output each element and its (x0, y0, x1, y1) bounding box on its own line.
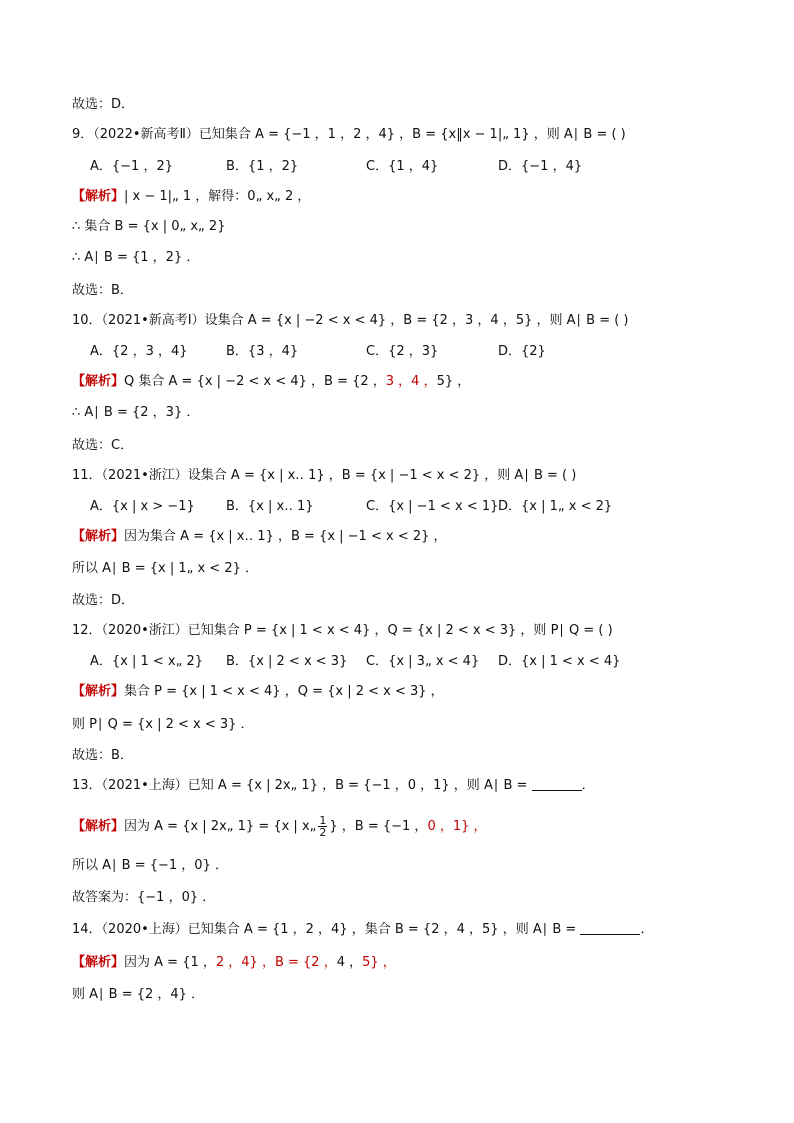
fraction-numerator: 1 (319, 814, 327, 827)
option-c: C．{x | 3„ x < 4} (366, 654, 480, 669)
solution-text: 因为集合 A = {x | x‥ 1} ，B = {x | −1 < x < 2} ， (124, 529, 447, 544)
solution-text: | x − 1|„ 1 ，解得：0„ x„ 2 ， (124, 189, 311, 204)
solution-text: 集合 P = {x | 1 < x < 4} ，Q = {x | 2 < x < 3} ， (124, 684, 444, 699)
solution-13-line-2: 所以 A∣ B = {−1 ，0} ． (72, 858, 228, 873)
option-b: B．{1 ，2} (226, 159, 299, 174)
analysis-tag: 【解析】 (72, 684, 125, 699)
answer-line-12: 故选：B． (72, 748, 133, 763)
solution-11-line-2: 所以 A∣ B = {x | 1„ x < 2} ． (72, 561, 259, 576)
question-12: 12．（2020•浙江）已知集合 P = {x | 1 < x < 4} ，Q = {x | 2 < x < 3} ，则 P∣ Q = ( ) (72, 623, 613, 638)
analysis-tag: 【解析】 (72, 189, 125, 204)
question-end: ． (640, 922, 654, 937)
answer-blank (580, 922, 640, 935)
question-9: 9．（2022•新高考Ⅱ）已知集合 A = {−1 ，1 ，2 ，4} ，B = {x‖x − 1|„ 1} ，则 A∣ B = ( ) (72, 127, 626, 142)
highlighted-element: 5} ， (362, 955, 396, 970)
option-c: C．{x | −1 < x < 1} (366, 499, 499, 514)
highlighted-elements: 3 ，4 ， (385, 374, 437, 389)
option-b: B．{3 ，4} (226, 344, 299, 359)
solution-14-line-2: 则 A∣ B = {2 ，4} ． (72, 987, 205, 1002)
highlighted-elements: 0 ，1} ， (427, 819, 487, 834)
solution-text: } ，B = {−1 ， (329, 819, 428, 834)
option-b: B．{x | 2 < x < 3} (226, 654, 348, 669)
solution-13-line-1 (72, 815, 487, 839)
answer-blank (532, 778, 582, 791)
option-a: A．{x | 1 < x„ 2} (90, 654, 204, 669)
option-d: D．{x | 1„ x < 2} (498, 499, 613, 514)
option-d: D．{x | 1 < x < 4} (498, 654, 621, 669)
analysis-tag: 【解析】 (72, 819, 125, 834)
answer-line-9: 故选：B． (72, 283, 133, 298)
question-text: 14．（2020•上海）已知集合 A = {1 ，2 ，4} ，集合 B = {2 ，4 ，5} ，则 A∣ B = (72, 922, 577, 937)
option-a: A．{2 ，3 ，4} (90, 344, 188, 359)
analysis-tag: 【解析】 (72, 374, 125, 389)
question-10: 10．（2021•新高考Ⅰ）设集合 A = {x | −2 < x < 4} ，B = {2 ，3 ，4 ，5} ，则 A∣ B = ( ) (72, 313, 629, 328)
answer-line-8: 故选：D． (72, 97, 135, 112)
solution-9-line-1 (72, 189, 310, 205)
solution-text: 5} ， (436, 374, 471, 389)
solution-11-line-1 (72, 529, 447, 545)
solution-9-line-3: ∴ A∣ B = {1 ，2} ． (72, 250, 200, 265)
question-text: 13．（2021•上海）已知 A = {x | 2x„ 1} ，B = {−1 ，0 ，1} ，则 A∣ B = (72, 778, 528, 793)
fraction-denominator: 2 (319, 826, 327, 839)
solution-12-line-2: 则 P∣ Q = {x | 2 < x < 3} ． (72, 717, 254, 732)
question-11: 11．（2021•浙江）设集合 A = {x | x‥ 1} ，B = {x | −1 < x < 2} ，则 A∣ B = ( ) (72, 468, 577, 483)
answer-line-11: 故选：D． (72, 593, 135, 608)
solution-12-line-1 (72, 684, 444, 700)
fraction-one-half (318, 815, 327, 838)
solution-text: 4 ， (336, 955, 363, 970)
option-b: B．{x | x‥ 1} (226, 499, 314, 514)
option-c: C．{1 ，4} (366, 159, 439, 174)
solution-10-line-1 (72, 374, 470, 390)
question-13 (72, 778, 595, 794)
solution-9-line-2: ∴ 集合 B = {x | 0„ x„ 2} (72, 219, 226, 234)
highlighted-element: 2 ，4} ，B = {2 ， (215, 955, 337, 970)
solution-text: 因为 A = {x | 2x„ 1} = {x | x„ (124, 819, 317, 834)
option-d: D．{2} (498, 344, 546, 359)
option-d: D．{−1 ，4} (498, 159, 583, 174)
analysis-tag: 【解析】 (72, 955, 125, 970)
analysis-tag: 【解析】 (72, 529, 125, 544)
option-a: A．{x | x > −1} (90, 499, 195, 514)
solution-text: Q 集合 A = {x | −2 < x < 4} ，B = {2 ， (124, 374, 386, 389)
option-a: A．{−1 ，2} (90, 159, 174, 174)
question-end: ． (581, 778, 595, 793)
solution-14-line-1 (72, 955, 396, 971)
solution-text: 因为 A = {1 ， (124, 955, 216, 970)
question-14 (72, 922, 653, 938)
answer-line-10: 故选：C． (72, 438, 134, 453)
option-c: C．{2 ，3} (366, 344, 439, 359)
answer-line-13: 故答案为：{−1 ，0} ． (72, 890, 216, 905)
solution-10-line-2: ∴ A∣ B = {2 ，3} ． (72, 405, 200, 420)
